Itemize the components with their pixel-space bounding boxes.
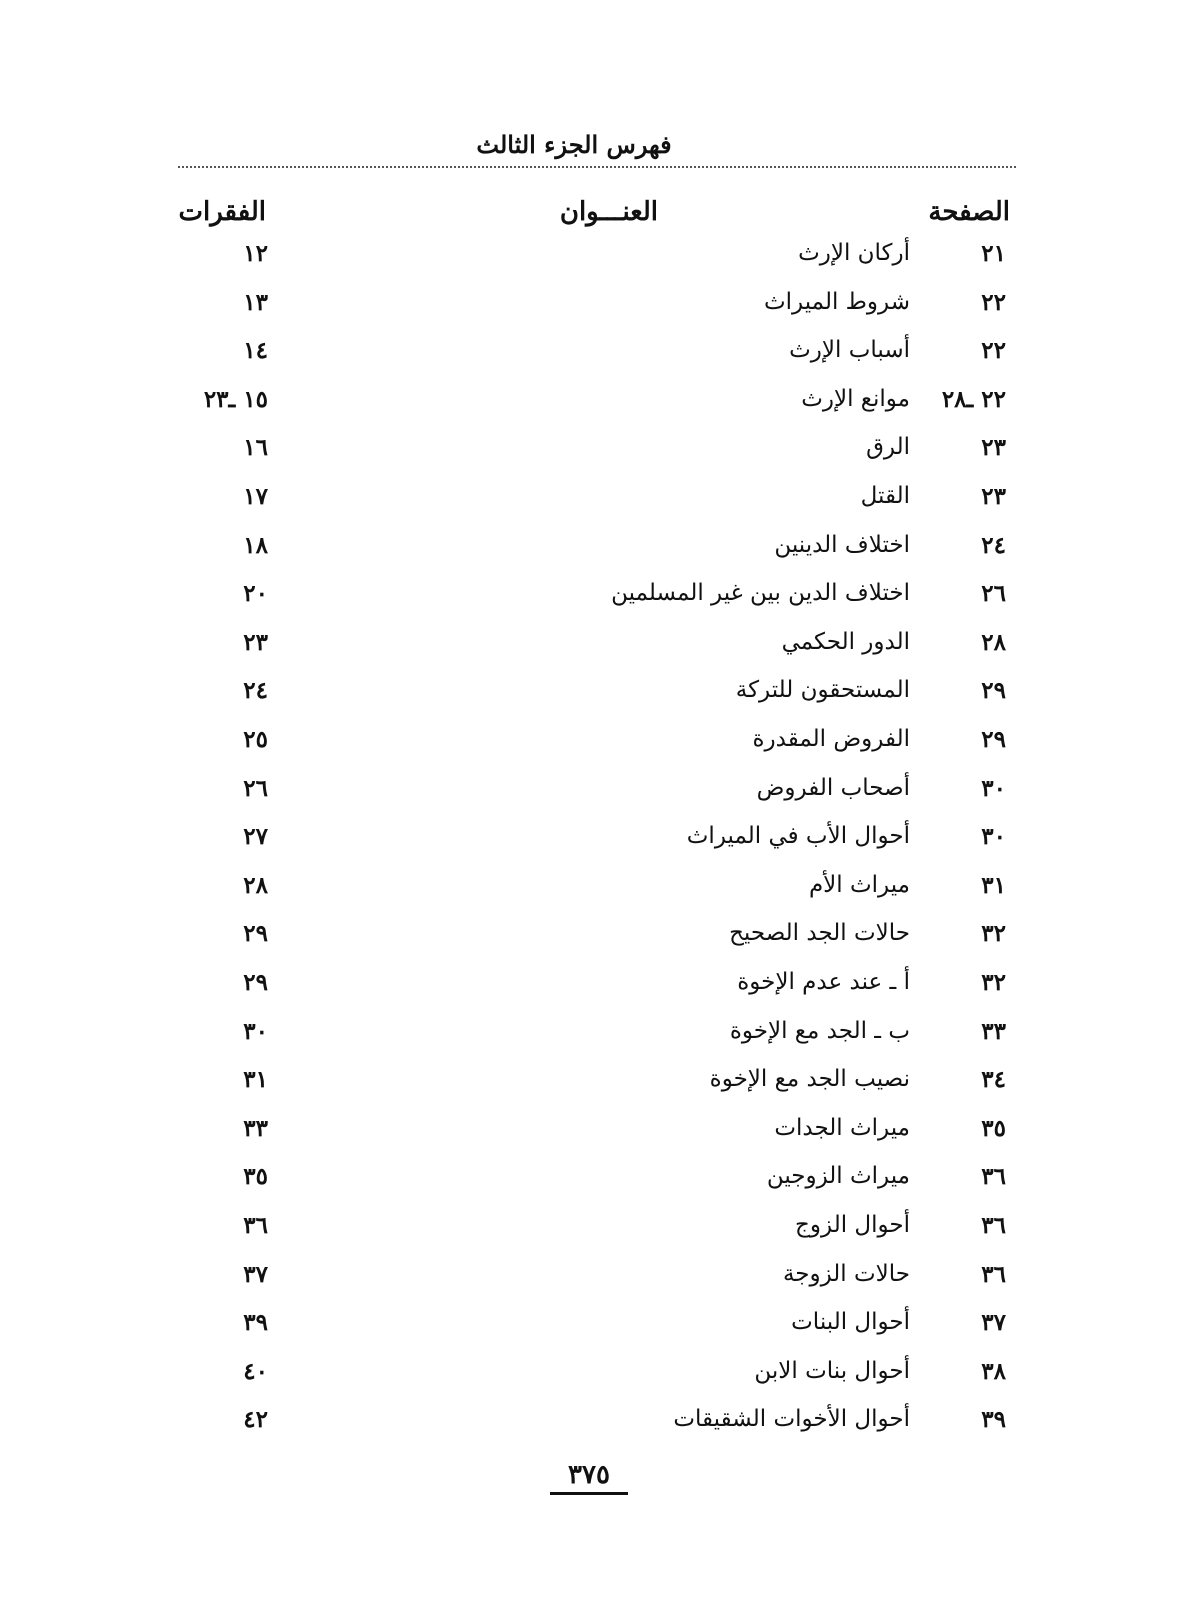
toc-paragraph-range: ٤٠ bbox=[243, 1357, 268, 1385]
toc-paragraph-range: ٣٧ bbox=[243, 1260, 268, 1288]
toc-entry-title: أ ـ عند عدم الإخوة bbox=[737, 969, 910, 995]
toc-page-number: ٣٠ bbox=[981, 823, 1006, 851]
toc-entry-title: ميراث الأم bbox=[808, 871, 910, 898]
toc-row bbox=[0, 1406, 1178, 1446]
toc-paragraph-range: ٢٣ bbox=[243, 628, 268, 656]
toc-row bbox=[0, 1115, 1178, 1155]
toc-row bbox=[0, 434, 1178, 474]
toc-paragraph-range: ١٤ bbox=[243, 337, 268, 365]
toc-row bbox=[0, 969, 1178, 1009]
toc-row bbox=[0, 532, 1178, 572]
toc-page-number: ٢٢ ـ٢٨ bbox=[941, 385, 1006, 413]
dotted-divider bbox=[178, 166, 1016, 168]
toc-row bbox=[0, 1358, 1178, 1398]
toc-entry-title: أسباب الإرث bbox=[789, 337, 910, 364]
toc-row bbox=[0, 629, 1178, 669]
column-header-page: الصفحة bbox=[928, 197, 1010, 227]
toc-row bbox=[0, 726, 1178, 766]
column-header-paragraphs: الفقرات bbox=[178, 197, 266, 227]
toc-page-number: ٢٩ bbox=[981, 726, 1006, 753]
toc-page-number: ٣٧ bbox=[981, 1309, 1006, 1337]
toc-row bbox=[0, 1309, 1178, 1349]
toc-paragraph-range: ٣٠ bbox=[243, 1017, 268, 1045]
toc-entry-title: ب ـ الجد مع الإخوة bbox=[729, 1017, 910, 1044]
toc-entry-title: القتل bbox=[860, 483, 910, 509]
toc-page-number: ٣٥ bbox=[981, 1114, 1006, 1142]
toc-entry-title: اختلاف الدينين bbox=[774, 531, 910, 558]
toc-page-number: ٢٤ bbox=[981, 531, 1006, 559]
toc-row bbox=[0, 823, 1178, 863]
toc-paragraph-range: ٢٠ bbox=[243, 580, 268, 608]
toc-paragraph-range: ١٨ bbox=[243, 531, 268, 559]
toc-paragraph-range: ١٦ bbox=[243, 434, 268, 462]
toc-paragraph-range: ٣٦ bbox=[243, 1212, 268, 1239]
toc-entry-title: أحوال الأب في الميراث bbox=[686, 823, 910, 850]
toc-row bbox=[0, 386, 1178, 426]
toc-page-number: ٣٦ bbox=[981, 1212, 1006, 1239]
toc-page-number: ٣٩ bbox=[981, 1406, 1006, 1434]
page-number bbox=[0, 1460, 1178, 1495]
toc-paragraph-range: ١٧ bbox=[243, 483, 268, 510]
toc-page-number: ٣٦ bbox=[981, 1260, 1006, 1288]
page-number-text: ٣٧٥ bbox=[550, 1460, 628, 1495]
toc-entry-title: اختلاف الدين بين غير المسلمين bbox=[611, 580, 910, 607]
toc-page-number: ٢٩ bbox=[981, 677, 1006, 705]
toc-row bbox=[0, 920, 1178, 960]
toc-paragraph-range: ٤٢ bbox=[243, 1406, 268, 1434]
toc-entry-title: أركان الإرث bbox=[798, 240, 910, 266]
toc-paragraph-range: ٣٩ bbox=[243, 1309, 268, 1337]
toc-paragraph-range: ٣٥ bbox=[243, 1163, 268, 1191]
toc-page-number: ٣٠ bbox=[981, 774, 1006, 802]
toc-row bbox=[0, 1261, 1178, 1301]
toc-row bbox=[0, 337, 1178, 377]
toc-page-number: ٢٢ bbox=[981, 288, 1006, 316]
toc-entry-title: موانع الإرث bbox=[801, 385, 910, 412]
toc-entry-title: الفروض المقدرة bbox=[752, 726, 910, 752]
toc-paragraph-range: ٢٩ bbox=[243, 920, 268, 948]
toc-row bbox=[0, 1066, 1178, 1106]
toc-paragraph-range: ٢٨ bbox=[243, 871, 268, 899]
toc-row bbox=[0, 775, 1178, 815]
toc-entry-title: ميراث الزوجين bbox=[766, 1163, 910, 1190]
toc-entry-title: الرق bbox=[866, 434, 910, 461]
toc-page-number: ٣٨ bbox=[981, 1357, 1006, 1385]
toc-entry-title: حالات الجد الصحيح bbox=[729, 920, 910, 947]
toc-paragraph-range: ١٣ bbox=[243, 288, 268, 316]
toc-page-number: ٣٦ bbox=[981, 1163, 1006, 1191]
toc-page-number: ٢٨ bbox=[981, 628, 1006, 656]
toc-row bbox=[0, 240, 1178, 280]
toc-paragraph-range: ٢٧ bbox=[243, 823, 268, 851]
toc-entry-title: ميراث الجدات bbox=[774, 1114, 910, 1141]
toc-page-number: ٢٣ bbox=[981, 434, 1006, 462]
toc-entry-title: شروط الميراث bbox=[763, 288, 910, 315]
toc-entry-title: أصحاب الفروض bbox=[756, 774, 910, 801]
toc-page-number: ٣٤ bbox=[981, 1066, 1006, 1094]
toc-row bbox=[0, 483, 1178, 523]
toc-row bbox=[0, 872, 1178, 912]
toc-paragraph-range: ٢٩ bbox=[243, 969, 268, 996]
toc-page-number: ٢٣ bbox=[981, 483, 1006, 510]
toc-row bbox=[0, 1212, 1178, 1252]
toc-row bbox=[0, 1018, 1178, 1058]
toc-page-number: ٣٢ bbox=[981, 969, 1006, 996]
toc-entry-title: أحوال بنات الابن bbox=[754, 1357, 910, 1384]
toc-page-number: ٢٦ bbox=[981, 580, 1006, 608]
toc-page-number: ٢٢ bbox=[981, 337, 1006, 365]
toc-row bbox=[0, 677, 1178, 717]
toc-row bbox=[0, 1163, 1178, 1203]
toc-paragraph-range: ١٢ bbox=[243, 240, 268, 267]
toc-row bbox=[0, 580, 1178, 620]
toc-row bbox=[0, 289, 1178, 329]
toc-entry-title: حالات الزوجة bbox=[782, 1260, 910, 1287]
toc-paragraph-range: ١٥ ـ٢٣ bbox=[203, 385, 268, 413]
toc-entry-title: المستحقون للتركة bbox=[735, 677, 910, 704]
toc-paragraph-range: ٢٤ bbox=[243, 677, 268, 705]
toc-page-number: ٣٣ bbox=[981, 1017, 1006, 1045]
toc-entry-title: نصيب الجد مع الإخوة bbox=[709, 1066, 910, 1093]
toc-paragraph-range: ٢٥ bbox=[243, 726, 268, 753]
toc-paragraph-range: ٣٣ bbox=[243, 1114, 268, 1142]
toc-paragraph-range: ٣١ bbox=[243, 1066, 268, 1094]
toc-page-number: ٣١ bbox=[981, 871, 1006, 899]
page-title: فهرس الجزء الثالث bbox=[476, 130, 672, 159]
toc-entry-title: الدور الحكمي bbox=[781, 628, 910, 655]
toc-paragraph-range: ٢٦ bbox=[243, 774, 268, 802]
toc-entry-title: أحوال البنات bbox=[791, 1309, 910, 1336]
column-header-title: العنـــوان bbox=[559, 197, 658, 227]
toc-entry-title: أحوال الزوج bbox=[795, 1212, 910, 1238]
toc-page-number: ٢١ bbox=[981, 240, 1006, 267]
toc-page-number: ٣٢ bbox=[981, 920, 1006, 948]
toc-entry-title: أحوال الأخوات الشقيقات bbox=[673, 1406, 910, 1433]
